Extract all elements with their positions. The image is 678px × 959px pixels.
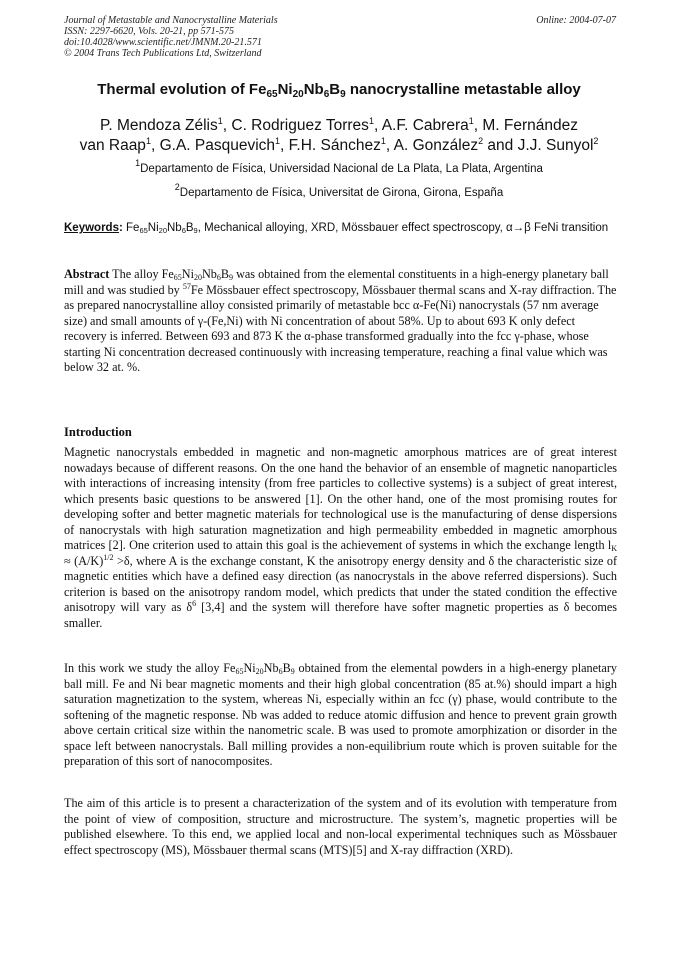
- abstract-label: Abstract: [64, 267, 110, 281]
- author-line-2: van Raap$^1$, G.A. Pasquevich$^1$, F.H. Sánchez$^1$, A. González$^2$ and J.J. Sunyol$^2$: [79, 136, 599, 154]
- online-date: Online: 2004-07-07: [536, 15, 616, 26]
- journal-doi: doi:10.4028/www.scientific.net/JMNM.20-21.571: [64, 37, 262, 48]
- journal-name: Journal of Metastable and Nanocrystalline Materials: [64, 15, 278, 26]
- intro-paragraph-1: Magnetic nanocrystals embedded in magnetic and non-magnetic amorphous matrices are of great interest nowadays because of different reasons. On the one hand the behavior of an ensemble of magnetic nanoparticles with interactions of increasing intensity (from free particles to collective systems) is a subject of great interest, which presents basic questions to be answered [1]. On the other hand, one of the most promising routes for developing softer and better magnetic materials for technological use is the manufacturing of dense dispersions of nanocrystals with high saturation magnetization and high permeability embedded in magnetic amorphous matrices [2]. One criterion used to attain this goal is the achievement of systems in which the exchange length $l_K \approx (A/K)^{1/2} >\delta$, where A is the exchange constant, K the anisotropy energy density and δ the characteristic size of magnetic entities which have a defined easy direction (as nanocrystals in the above referred dispersions). Such criterion is based on the anisotropy random model, which predicts that under the stated condition the effective anisotropy will vary as $\delta^6$ [3,4] and the system will therefore have softer magnetic properties as δ becomes smaller.: [64, 445, 618, 630]
- affiliation-1: $^1$Departamento de Física, Universidad Nacional de La Plata, La Plata, Argentina: [135, 158, 543, 175]
- journal-issn: ISSN: 2297-6620, Vols. 20-21, pp 571-575: [64, 26, 234, 37]
- journal-copyright: © 2004 Trans Tech Publications Ltd, Switzerland: [64, 48, 262, 59]
- abstract: Abstract The alloy $Fe_{65}Ni_{20}Nb_6B_9$ was obtained from the elemental constituents in a high-energy planetary ball mill and was studied by $^{57}$Fe Mössbauer effect spectroscopy, Mössbauer thermal scans and X-ray diffraction. The as prepared nanocrystalline alloy consisted primarily of metastable bcc α-Fe(Ni) nanocrystals (57 nm average size) and small amounts of γ-(Fe,Ni) with Ni concentration of about 58%. Up to about 693 K only defect recovery is inferred. Between 693 and 873 K the α-phase transformed gradually into the fcc γ-phase, whose starting Ni concentration decreased continuously with increasing temperature, reaching a final value which was below 32 at. %.: [64, 267, 617, 374]
- author-line-1: P. Mendoza Zélis$^1$, C. Rodriguez Torres$^1$, A.F. Cabrera$^1$, M. Fernández: [99, 116, 579, 134]
- section-heading-introduction: Introduction: [64, 425, 132, 439]
- affiliation-2: $^2$Departamento de Física, Universitat de Girona, Girona, España: [174, 182, 504, 199]
- paper-title: Thermal evolution of $Fe_{65}Ni_{20}Nb_6B_9$ nanocrystalline metastable alloy: [97, 81, 581, 100]
- author-list: [40, 116, 638, 156]
- journal-header: [64, 15, 278, 59]
- intro-paragraph-3: The aim of this article is to present a characterization of the system and of its evolution with temperature from the point of view of composition, structure and microstructure. The system’s, magnetic properties will be published elsewhere. To this end, we applied local and non-local experimental techniques such as Mössbauer effect spectroscopy (MS), Mössbauer thermal scans (MTS)[5] and X-ray diffraction (XRD).: [64, 796, 617, 857]
- keywords-label: Keywords: [64, 222, 119, 234]
- intro-paragraph-2: In this work we study the alloy $Fe_{65}Ni_{20}Nb_6B_9$ obtained from the elemental powders in a high-energy planetary ball mill. Fe and Ni bear magnetic moments and their high global concentration (85 at.%) should impart a high saturation magnetization to the system, whereas Ni, especially within an fcc (γ) phase, would contribute to the softening of the magnetic response. Nb was added to reduce atomic diffusion and hence to prevent grain growth above certain critical size within the nanometric scale. B was used to promote amorphization or disorder in the space left between nanocrystals. Ball milling provides a non-equilibrium route which is proven suitable for the preparation of this sort of nanocomposites.: [64, 661, 617, 768]
- keywords: Keywords: $Fe_{65}Ni_{20}Nb_6B_9$, Mechanical alloying, XRD, Mössbauer effect spectroscopy, α→β FeNi transition: [64, 222, 609, 235]
